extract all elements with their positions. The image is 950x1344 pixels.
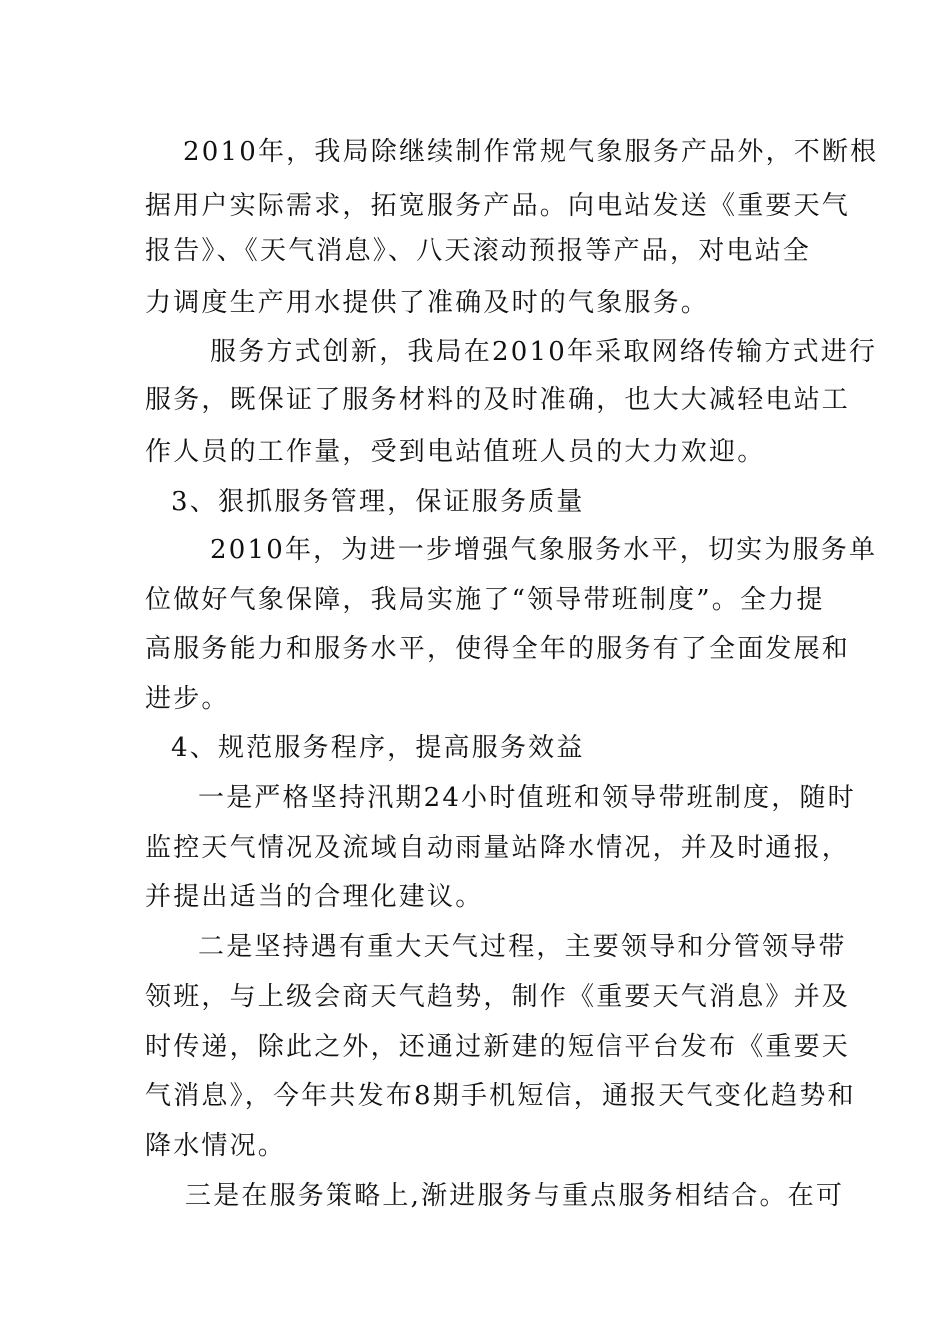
paragraph-line: 高服务能力和服务水平，使得全年的服务有了全面发展和: [145, 634, 851, 664]
section-heading: 4、规范服务程序，提高服务效益: [171, 733, 585, 763]
paragraph-line: 作人员的工作量，受到电站值班人员的大力欢迎。: [145, 437, 766, 467]
paragraph-line: 力调度生产用水提供了准确及时的气象服务。: [145, 288, 710, 318]
paragraph-line: 进步。: [145, 684, 230, 714]
paragraph-line: 监控天气情况及流域自动雨量站降水情况，并及时通报，: [145, 833, 851, 863]
paragraph-line: 2010年，为进一步增强气象服务水平，切实为服务单: [210, 535, 878, 565]
paragraph-line: 降水情况。: [145, 1131, 287, 1161]
paragraph-line: 2010年，我局除继续制作常规气象服务产品外，不断根: [183, 137, 879, 167]
paragraph-line: 据用户实际需求，拓宽服务产品。向电站发送《重要天气: [145, 191, 851, 221]
paragraph-line: 二是坚持遇有重大天气过程，主要领导和分管领导带: [198, 932, 847, 962]
paragraph-line: 三是在服务策略上,渐进服务与重点服务相结合。在可: [185, 1181, 845, 1211]
paragraph-line: 气消息》，今年共发布8期手机短信，通报天气变化趋势和: [145, 1081, 856, 1111]
paragraph-line: 领班，与上级会商天气趋势，制作《重要天气消息》并及: [145, 982, 851, 1012]
paragraph-line: 位做好气象保障，我局实施了“领导带班制度”。全力提: [145, 585, 825, 615]
paragraph-line: 一是严格坚持汛期24小时值班和领导带班制度，随时: [198, 783, 856, 813]
paragraph-line: 报告》、《天气消息》、八天滚动预报等产品，对电站全: [145, 236, 812, 266]
paragraph-line: 并提出适当的合理化建议。: [145, 882, 484, 912]
paragraph-line: 服务方式创新，我局在2010年采取网络传输方式进行: [210, 337, 878, 367]
paragraph-line: 服务，既保证了服务材料的及时准确，也大大减轻电站工: [145, 385, 851, 415]
section-heading: 3、狠抓服务管理，保证服务质量: [171, 487, 585, 517]
paragraph-line: 时传递，除此之外，还通过新建的短信平台发布《重要天: [145, 1032, 851, 1062]
